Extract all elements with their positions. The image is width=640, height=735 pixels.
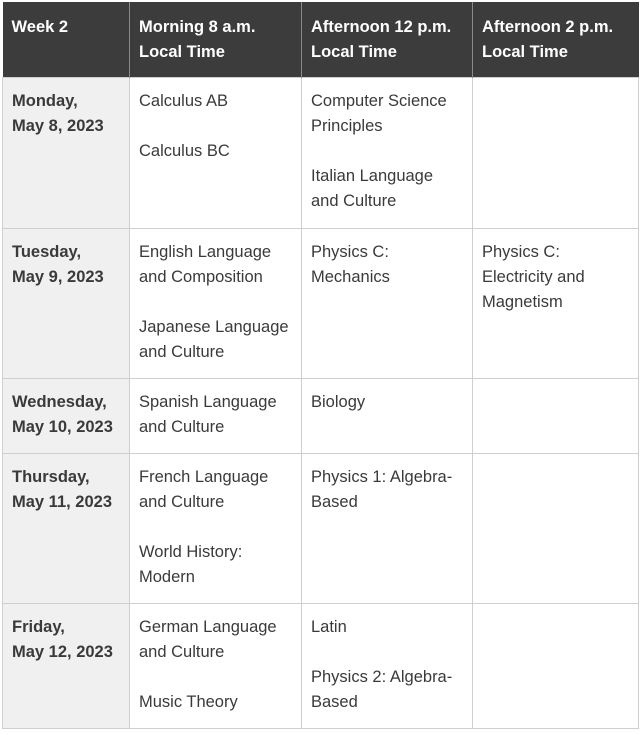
morning-cell [130,454,302,604]
afternoon-cell [473,604,639,729]
exam-schedule-table [2,2,639,729]
spacer [139,114,292,139]
noon-label: Afternoon 12 p.m. Local Time [311,18,452,61]
afternoon-cell [473,379,639,454]
spacer [139,290,292,315]
day-cell [3,604,130,729]
afternoon-header [473,2,639,78]
spacer [139,515,292,540]
noon-cell [302,454,473,604]
header-row [3,2,639,78]
morning-label: Morning 8 a.m. Local Time [139,18,256,61]
exam-entry: Calculus AB [139,92,228,110]
exam-entry: World History: Modern [139,543,243,586]
table-header [3,2,639,78]
noon-header [302,2,473,78]
exam-entry: Spanish Language and Culture [139,393,277,436]
morning-cell [130,379,302,454]
day-label: Wednesday, May 10, 2023 [12,393,113,436]
exam-entry: Calculus BC [139,142,230,160]
day-label: Thursday, May 11, 2023 [12,468,112,511]
table-row [3,78,639,229]
exam-entry: Music Theory [139,693,238,711]
table-row [3,229,639,379]
exam-entry: Computer Science Principles [311,92,447,135]
spacer [311,139,463,164]
afternoon-cell [473,78,639,229]
exam-entry: Italian Language and Culture [311,167,434,210]
spacer [311,640,463,665]
morning-cell [130,229,302,379]
noon-cell [302,78,473,229]
week-label: Week 2 [11,18,69,36]
exam-entry: Latin [311,618,347,636]
exam-entry: Biology [311,393,366,411]
day-cell [3,229,130,379]
exam-entry: Physics C: Mechanics [311,243,390,286]
exam-entry: French Language and Culture [139,468,269,511]
afternoon-cell [473,229,639,379]
day-label: Tuesday, May 9, 2023 [12,243,104,286]
spacer [139,665,292,690]
table-row [3,379,639,454]
day-cell [3,379,130,454]
noon-cell [302,229,473,379]
day-cell [3,78,130,229]
table-body [3,78,639,729]
morning-header [130,2,302,78]
day-label: Monday, May 8, 2023 [12,92,104,135]
exam-entry: Physics 2: Algebra- Based [311,668,453,711]
day-label: Friday, May 12, 2023 [12,618,113,661]
table-row [3,454,639,604]
exam-entry: English Language and Composition [139,243,272,286]
table-row [3,604,639,729]
noon-cell [302,604,473,729]
afternoon-cell [473,454,639,604]
exam-entry: Physics 1: Algebra- Based [311,468,453,511]
exam-entry: Japanese Language and Culture [139,318,289,361]
afternoon-label: Afternoon 2 p.m. Local Time [482,18,614,61]
noon-cell [302,379,473,454]
morning-cell [130,604,302,729]
day-cell [3,454,130,604]
exam-entry: German Language and Culture [139,618,277,661]
morning-cell [130,78,302,229]
exam-entry: Physics C: Electricity and Magnetism [482,243,585,311]
week-header [3,2,130,78]
